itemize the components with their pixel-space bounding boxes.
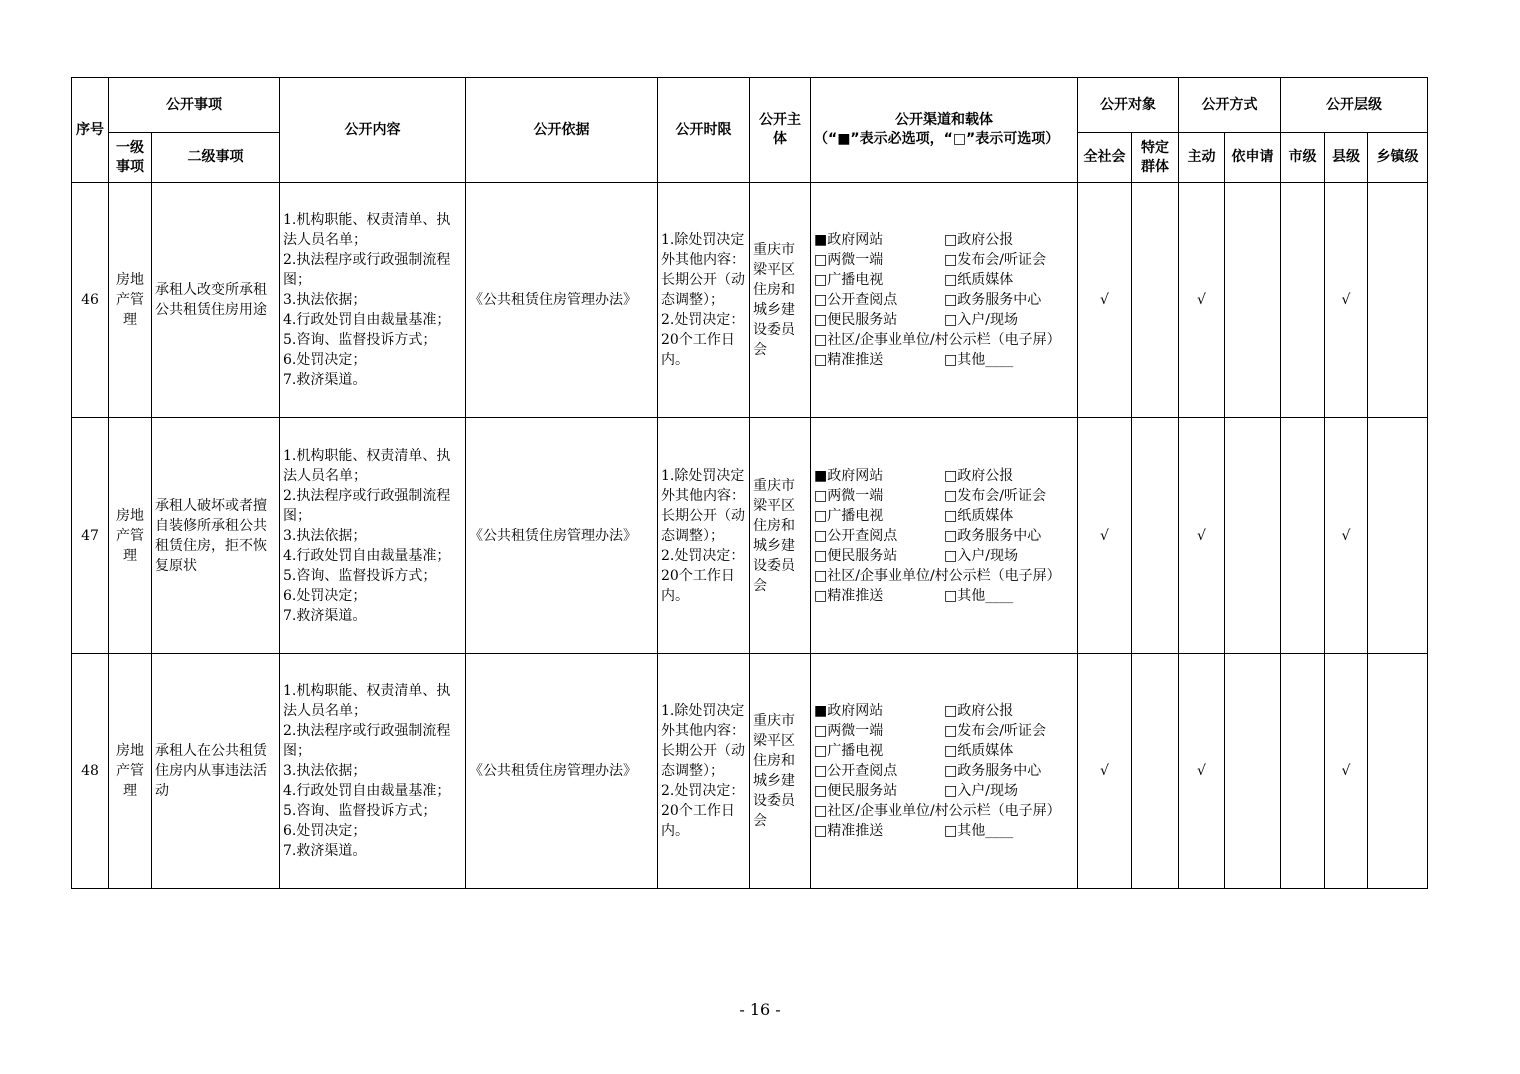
time-limit-line: 1.除处罚决定外其他内容：长期公开（动态调整）； [661,232,745,308]
channel-item: □发布会/听证会 [944,487,1046,504]
header-channel [811,78,1078,183]
content-line: 4.行政处罚自由裁量基准； [283,547,451,564]
row-lvl-city [1281,183,1325,418]
row-content [280,183,466,418]
row-time-limit [658,654,750,889]
channel-item: □政务服务中心 [944,763,1042,779]
channel-item: □政务服务中心 [944,292,1042,308]
content-line: 6.处罚决定； [283,587,367,604]
row-time-limit [658,183,750,418]
content-line: 4.行政处罚自由裁量基准； [283,783,451,799]
channel-item: □政务服务中心 [944,527,1042,544]
time-limit-line: 2.处罚决定：20个工作日内。 [661,783,745,839]
row-channels [811,418,1078,654]
channel-item: □入户/现场 [944,312,1018,328]
channel-item: □精准推送 [814,823,884,839]
header-channel-note: （“■”表示必选项，“□”表示可选项） [814,131,1060,147]
row-level1: 房地产管理 [109,183,152,418]
row-method-active: √ [1179,183,1225,418]
content-line: 1.机构职能、权责清单、执法人员名单； [283,683,451,719]
header-item-group: 公开事项 [109,78,280,133]
content-line: 5.咨询、监督投诉方式； [283,332,437,348]
channel-item: □公开查阅点 [814,763,898,779]
channel-item: □政府公报 [944,703,1014,719]
row-method-apply [1225,183,1281,418]
content-line: 3.执法依据； [283,763,367,779]
row-method-active: √ [1179,654,1225,889]
channel-item: □入户/现场 [944,547,1018,564]
row-subject: 重庆市梁平区住房和城乡建设委员会 [750,183,811,418]
row-content [280,654,466,889]
table-row [72,654,1428,889]
content-line: 1.机构职能、权责清单、执法人员名单； [283,212,451,248]
content-line: 3.执法依据； [283,527,367,544]
header-method-group: 公开方式 [1179,78,1281,133]
channel-item: ■政府网站 [814,703,884,719]
channel-item: □广播电视 [814,507,884,524]
header-seq: 序号 [72,78,109,183]
header-content: 公开内容 [280,78,466,183]
channel-item: □公开查阅点 [814,527,898,544]
row-basis: 《公共租赁住房管理办法》 [466,418,658,654]
row-level1: 房地产管理 [109,418,152,654]
channel-item: □其他____ [944,352,1014,368]
row-seq: 47 [72,418,109,654]
header-method-active: 主动 [1179,133,1225,183]
content-line: 2.执法程序或行政强制流程图； [283,487,451,524]
channel-item: □精准推送 [814,352,884,368]
header-lvl-city: 市级 [1281,133,1325,183]
channel-item: □精准推送 [814,587,884,604]
row-level2: 承租人改变所承租公共租赁住房用途 [152,183,280,418]
channel-item: □纸质媒体 [944,272,1014,288]
row-lvl-county: √ [1325,654,1368,889]
channel-item: □广播电视 [814,272,884,288]
header-method-apply: 依申请 [1225,133,1281,183]
channel-item: □其他____ [944,587,1014,604]
row-lvl-city [1281,418,1325,654]
header-lvl-county: 县级 [1325,133,1368,183]
row-lvl-town [1368,183,1428,418]
channel-item: □入户/现场 [944,783,1018,799]
header-time-limit: 公开时限 [658,78,750,183]
row-lvl-town [1368,418,1428,654]
content-line: 3.执法依据； [283,292,367,308]
table-row [72,183,1428,418]
header-row-1 [72,78,1428,133]
channel-item: □社区/企事业单位/村公示栏（电子屏） [814,567,1061,584]
row-obj-all: √ [1078,183,1132,418]
row-obj-all: √ [1078,418,1132,654]
row-seq: 46 [72,183,109,418]
channel-item: □政府公报 [944,232,1014,248]
channel-item: □纸质媒体 [944,507,1014,524]
row-seq: 48 [72,654,109,889]
page-number: - 16 - [739,1000,781,1019]
content-line: 5.咨询、监督投诉方式； [283,567,437,584]
row-method-active: √ [1179,418,1225,654]
row-subject: 重庆市梁平区住房和城乡建设委员会 [750,654,811,889]
channel-item: □发布会/听证会 [944,723,1046,739]
channel-item: □社区/企事业单位/村公示栏（电子屏） [814,803,1061,819]
row-obj-specific [1132,418,1179,654]
content-line: 1.机构职能、权责清单、执法人员名单； [283,447,451,484]
header-level1: 一级事项 [109,133,152,183]
row-lvl-county: √ [1325,183,1368,418]
row-obj-specific [1132,654,1179,889]
content-line: 2.执法程序或行政强制流程图； [283,252,451,288]
time-limit-line: 1.除处罚决定外其他内容：长期公开（动态调整）； [661,703,745,779]
header-obj-specific: 特定群体 [1132,133,1179,183]
channel-item: □便民服务站 [814,312,898,328]
header-subject: 公开主体 [750,78,811,183]
header-object-group: 公开对象 [1078,78,1179,133]
content-line: 6.处罚决定； [283,823,367,839]
header-channel-title: 公开渠道和载体 [895,112,993,128]
row-obj-all: √ [1078,654,1132,889]
channel-item: □两微一端 [814,487,884,504]
time-limit-line: 2.处罚决定：20个工作日内。 [661,547,745,604]
content-line: 5.咨询、监督投诉方式； [283,803,437,819]
row-level2: 承租人破坏或者擅自装修所承租公共租赁住房，拒不恢复原状 [152,418,280,654]
row-level2: 承租人在公共租赁住房内从事违法活动 [152,654,280,889]
header-basis: 公开依据 [466,78,658,183]
channel-item: □政府公报 [944,467,1014,484]
row-content [280,418,466,654]
channel-item: □公开查阅点 [814,292,898,308]
row-method-apply [1225,654,1281,889]
row-time-limit [658,418,750,654]
row-channels [811,654,1078,889]
row-lvl-city [1281,654,1325,889]
channel-item: □便民服务站 [814,783,898,799]
channel-item: □纸质媒体 [944,743,1014,759]
row-method-apply [1225,418,1281,654]
header-level-group: 公开层级 [1281,78,1428,133]
disclosure-table [71,77,1428,889]
header-level2: 二级事项 [152,133,280,183]
content-line: 7.救济渠道。 [283,372,367,388]
content-line: 2.执法程序或行政强制流程图； [283,723,451,759]
row-channels [811,183,1078,418]
content-line: 4.行政处罚自由裁量基准； [283,312,451,328]
channel-item: □社区/企事业单位/村公示栏（电子屏） [814,332,1061,348]
header-lvl-town: 乡镇级 [1368,133,1428,183]
channel-item: □两微一端 [814,723,884,739]
row-basis: 《公共租赁住房管理办法》 [466,183,658,418]
channel-item: □两微一端 [814,252,884,268]
row-level1: 房地产管理 [109,654,152,889]
row-lvl-county: √ [1325,418,1368,654]
content-line: 7.救济渠道。 [283,607,367,624]
channel-item: □发布会/听证会 [944,252,1046,268]
time-limit-line: 2.处罚决定：20个工作日内。 [661,312,745,368]
row-subject: 重庆市梁平区住房和城乡建设委员会 [750,418,811,654]
content-line: 7.救济渠道。 [283,843,367,859]
channel-item: ■政府网站 [814,467,884,484]
channel-item: □其他____ [944,823,1014,839]
channel-item: ■政府网站 [814,232,884,248]
channel-item: □广播电视 [814,743,884,759]
row-basis: 《公共租赁住房管理办法》 [466,654,658,889]
table-row [72,418,1428,654]
channel-item: □便民服务站 [814,547,898,564]
row-obj-specific [1132,183,1179,418]
content-line: 6.处罚决定； [283,352,367,368]
header-obj-all: 全社会 [1078,133,1132,183]
row-lvl-town [1368,654,1428,889]
time-limit-line: 1.除处罚决定外其他内容：长期公开（动态调整）； [661,467,745,544]
